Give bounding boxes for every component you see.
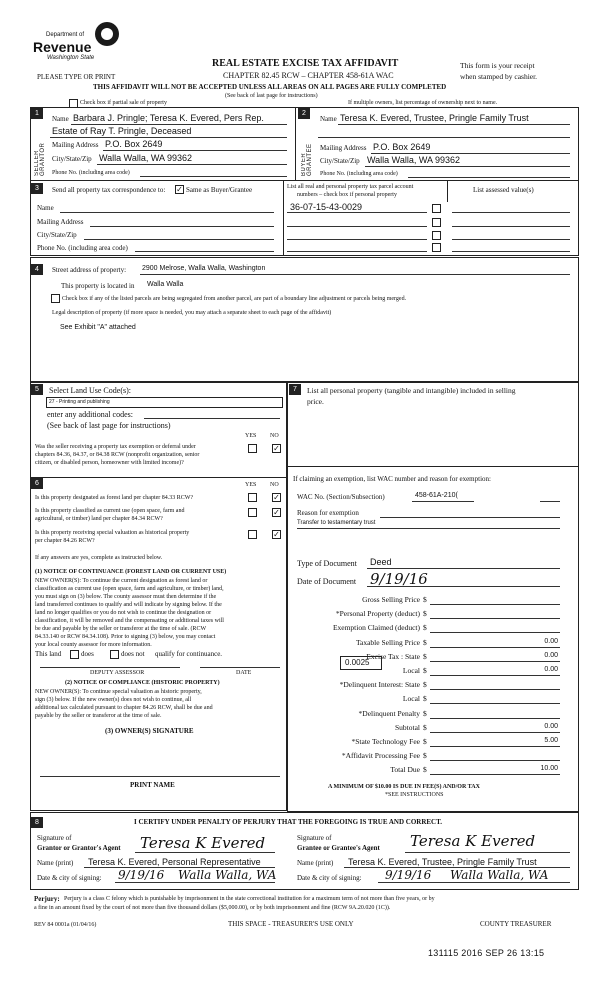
compliance-line: NEW OWNER(S): To continue special valuation as historic property, — [35, 689, 202, 695]
calc-row-dollar: $ — [423, 623, 427, 633]
buyer-name: Teresa K. Evered, Trustee, Pringle Family Trust — [340, 113, 529, 123]
parcel-2-personal-checkbox[interactable] — [432, 218, 441, 227]
parcel-3-personal-checkbox[interactable] — [432, 231, 441, 240]
calc-row-dollar: $ — [423, 666, 427, 675]
section-2-marker: 2 — [298, 108, 310, 119]
street-label: Street address of property: — [52, 266, 127, 274]
calc-row-value[interactable]: 0.00 — [544, 666, 558, 673]
calc-row-dollar: $ — [423, 680, 427, 690]
same-as-buyer-label: Same as Buyer/Grantee — [186, 186, 253, 194]
assessed-header: List assessed value(s) — [473, 186, 534, 194]
buyer-name-label: Name — [320, 115, 337, 123]
exemption-q1-2: chapters 84.36, 84.37, or 84.38 RCW (nonprofit organization, senior — [35, 452, 200, 458]
qualify-label: qualify for continuance. — [155, 650, 223, 658]
dor-logo — [33, 22, 133, 68]
continuance-line: land transferred continues to qualify and will indicate by signing below. If the — [35, 602, 222, 608]
calc-row-value[interactable]: 5.00 — [544, 737, 558, 744]
historic-q-1: Is this property receiving special valuation as historical property — [35, 530, 190, 536]
seller-city: Walla Walla, WA 99362 — [99, 153, 193, 163]
section-4-box — [30, 257, 579, 382]
continuance-line: classification as current use (open space, farm and agriculture, or timber) land, — [35, 586, 224, 592]
warning-text: THIS AFFIDAVIT WILL NOT BE ACCEPTED UNLESS ALL AREAS ON ALL PAGES ARE FULLY COMPLETED — [93, 83, 447, 91]
calc-row-dollar: $ — [423, 708, 427, 718]
continuance-line: 84.33.140 or RCW 84.34.108). Prior to signing (3) below, you may contact — [35, 634, 216, 640]
segregated-label: Check box if any of the listed parcels are being segregated from another parcel, are part of a boundary line adjustment or parcels being merged. — [62, 296, 407, 302]
calc-row-dollar: $ — [423, 595, 427, 604]
section-1-marker: 1 — [31, 108, 43, 119]
buyer-side-label: BUYER GRANTEE — [301, 143, 313, 176]
calc-row-value[interactable]: 0.00 — [544, 722, 558, 730]
current-use-yes-checkbox[interactable] — [248, 508, 257, 517]
doc-type: Deed — [370, 557, 392, 567]
calc-row-dollar: $ — [423, 609, 427, 619]
s3-phone-label: Phone No. (including area code) — [37, 244, 128, 252]
agency-line3: Washington State — [47, 55, 95, 61]
land-label: This land — [35, 650, 62, 658]
section-5-marker: 5 — [31, 384, 43, 395]
grantor-name-label: Name (print) — [37, 859, 74, 867]
same-as-buyer-checkbox[interactable]: ✓ — [176, 185, 183, 194]
personal-property-label-2: price. — [307, 397, 324, 406]
land-use-code-field[interactable] — [46, 397, 283, 408]
calc-row-dollar: $ — [423, 694, 427, 704]
send-correspondence-label: Send all property tax correspondence to: — [52, 186, 166, 194]
grantee-sig-label-1: Signature of — [297, 834, 332, 842]
section-4-marker: 4 — [31, 264, 43, 275]
continuance-line: be due and payable by the seller or transferor at the time of sale. (RCW — [35, 626, 207, 632]
grantor-signature: Teresa K Evered — [140, 834, 266, 852]
grantee-print-name: Teresa K. Evered, Trustee, Pringle Family Trust — [348, 857, 537, 867]
legal-description: See Exhibit "A" attached — [60, 324, 136, 331]
form-number: REV 84 0001a (01/04/16) — [34, 922, 97, 928]
s6-no: NO — [270, 482, 279, 488]
receipt-note-2: when stamped by cashier. — [460, 72, 538, 81]
s5-see-back: (See back of last page for instructions) — [47, 421, 171, 430]
personal-property-label-1: List all personal property (tangible and intangible) included in selling — [307, 386, 516, 395]
calc-row-line — [430, 604, 560, 605]
calc-row-line — [430, 760, 560, 761]
parcel-4-personal-checkbox[interactable] — [432, 243, 441, 252]
receipt-note-1: This form is your receipt — [460, 61, 535, 70]
see-back-header: (See back of last page for instructions) — [225, 93, 318, 99]
calc-row-dollar: $ — [423, 751, 427, 761]
section-7-box — [287, 382, 579, 812]
grantor-date: 9/19/16 — [118, 868, 165, 882]
reason-label: Reason for exemption — [297, 509, 359, 517]
segregated-checkbox[interactable] — [51, 294, 60, 303]
perjury-label: Perjury: — [34, 895, 60, 903]
parcel-header-2: numbers – check box if personal property — [297, 192, 397, 198]
calc-row-value[interactable]: 10.00 — [540, 765, 558, 773]
print-name-label: PRINT NAME — [130, 781, 175, 789]
exemption-q1-3: citizen, or disabled person, homeowner with limited income)? — [35, 460, 184, 466]
s5-q1-yes-checkbox[interactable] — [248, 444, 257, 453]
calc-row-line — [430, 618, 560, 619]
grantor-city: Walla Walla, WA — [178, 868, 277, 882]
land-does-checkbox[interactable] — [70, 650, 79, 659]
parcel-header-1: List all real and personal property tax parcel account — [287, 184, 414, 190]
perjury-text-2: a fine in an amount fixed by the court of not more than five thousand dollars ($5,000.00), or by both imprisonment and fine (RCW 9A.20.020 (1C)). — [34, 905, 391, 911]
grantor-agent-label: Grantor or Grantor's Agent — [37, 844, 121, 852]
grantee-signature: Teresa K Evered — [410, 832, 536, 850]
parcel-1-personal-checkbox[interactable] — [432, 204, 441, 213]
historic-no-checkbox[interactable]: ✓ — [273, 530, 280, 539]
current-use-q-2: agricultural, or timber) land per chapter 84.34 RCW? — [35, 516, 163, 522]
calc-row-line — [430, 774, 560, 775]
calc-row-line — [430, 661, 560, 662]
located-label: This property is located in — [61, 282, 135, 290]
land-does-not-checkbox[interactable] — [110, 650, 119, 659]
calc-row-label: Gross Selling Price — [362, 595, 420, 604]
grantee-date-label: Date & city of signing: — [297, 874, 362, 882]
land-does-not-label: does not — [121, 650, 145, 658]
treasurer-use: THIS SPACE - TREASURER'S USE ONLY — [228, 920, 354, 928]
calc-row-label: *Delinquent Interest: State — [339, 680, 420, 690]
forest-no-checkbox[interactable]: ✓ — [273, 493, 280, 502]
multiple-owners-note: If multiple owners, list percentage of ownership next to name. — [348, 100, 498, 106]
s6-yes: YES — [245, 482, 257, 488]
legal-label: Legal description of property (if more space is needed, you may attach a separate sheet to each page of the affidavit) — [52, 310, 332, 316]
form-title: REAL ESTATE EXCISE TAX AFFIDAVIT — [212, 58, 399, 69]
calc-row-label: *State Technology Fee — [351, 737, 420, 746]
additional-codes-label: enter any additional codes: — [47, 410, 133, 419]
s5-q1-no-checkbox[interactable]: ✓ — [273, 444, 280, 453]
land-use-label: Select Land Use Code(s): — [49, 386, 131, 395]
seller-name-1: Barbara J. Pringle; Teresa K. Evered, Pers Rep. — [73, 113, 264, 123]
forest-q: Is this property designated as forest land per chapter 84.33 RCW? — [35, 495, 194, 501]
agency-line1: Department of — [46, 32, 85, 38]
calc-row-dollar: $ — [423, 765, 427, 775]
buyer-city-label: City/State/Zip — [320, 157, 360, 165]
current-use-q-1: Is this property classified as current use (open space, farm and — [35, 508, 185, 514]
s3-city-label: City/State/Zip — [37, 231, 77, 239]
section-3-marker: 3 — [31, 183, 43, 194]
doc-date-label: Date of Document — [297, 577, 357, 586]
calc-row-label: Subtotal — [394, 722, 420, 732]
street-address: 2900 Melrose, Walla Walla, Washington — [142, 265, 266, 272]
continuance-title: (1) NOTICE OF CONTINUANCE (FOREST LAND OR CURRENT USE) — [35, 569, 227, 575]
seller-city-label: City/State/Zip — [52, 155, 92, 163]
calc-row-label: Local — [402, 694, 420, 704]
agency-line2: Revenue — [33, 39, 92, 55]
continuance-line: NEW OWNER(S): To continue the current designation as forest land or — [35, 578, 208, 584]
doc-date: 9/19/16 — [370, 570, 428, 588]
grantee-city: Walla Walla, WA — [450, 868, 549, 882]
buyer-phone-label: Phone No. (including area code) — [320, 171, 398, 177]
seller-mailing: P.O. Box 2649 — [105, 139, 163, 149]
wac-number: 458-61A-210( — [415, 492, 458, 499]
forest-yes-checkbox[interactable] — [248, 493, 257, 502]
calc-row-line — [430, 732, 560, 733]
calc-row-line — [430, 689, 560, 690]
s5-yes: YES — [245, 433, 257, 439]
owner-signature-label: (3) OWNER(S) SIGNATURE — [105, 727, 194, 735]
partial-sale-label: Check box if partial sale of property — [80, 100, 167, 106]
historic-q-2: per chapter 84.26 RCW? — [35, 538, 95, 544]
doc-type-label: Type of Document — [297, 559, 357, 568]
certify-text: I CERTIFY UNDER PENALTY OF PERJURY THAT THE FOREGOING IS TRUE AND CORRECT. — [134, 818, 443, 826]
local-rate-box[interactable] — [340, 656, 382, 670]
calc-row-value[interactable]: 0.00 — [544, 637, 558, 645]
seller-mailing-label: Mailing Address — [52, 141, 99, 149]
section-6-marker: 6 — [31, 478, 43, 489]
seller-name-label: Name — [52, 115, 69, 123]
calc-row-dollar: $ — [423, 722, 427, 732]
calc-row-label: Taxable Selling Price — [355, 637, 420, 647]
calc-row-dollar: $ — [423, 651, 427, 661]
continuance-line: land no longer qualifies or you do not wish to continue the designation or — [35, 610, 212, 616]
compliance-title: (2) NOTICE OF COMPLIANCE (HISTORIC PROPERTY) — [65, 680, 220, 686]
grantee-agent-label: Grantee or Grantee's Agent — [297, 844, 380, 852]
perjury-text-1: Perjury is a class C felony which is punishable by imprisonment in the state correctional institution for a maximum term of not more than five years, or by — [64, 896, 435, 902]
calc-row-dollar: $ — [423, 737, 427, 746]
reason-text: Transfer to testamentary trust — [297, 520, 376, 526]
exemption-label: If claiming an exemption, list WAC number and reason for exemption: — [293, 475, 491, 483]
if-yes-note: If any answers are yes, complete as instructed below. — [35, 555, 163, 561]
grantor-sig-label-1: Signature of — [37, 834, 72, 842]
local-rate: 0.0025 — [345, 658, 370, 667]
s3-name-label: Name — [37, 204, 54, 212]
calc-row-label: Local — [402, 666, 420, 675]
compliance-line: payable by the seller or transferor at the time of sale. — [35, 713, 162, 719]
calc-row-line — [430, 675, 560, 676]
wac-label: WAC No. (Section/Subsection) — [297, 493, 385, 501]
calc-row-line — [430, 703, 560, 704]
buyer-mailing: P.O. Box 2649 — [373, 142, 431, 152]
grantee-date: 9/19/16 — [385, 868, 432, 882]
historic-yes-checkbox[interactable] — [248, 530, 257, 539]
calc-row-value[interactable]: 0.00 — [544, 651, 558, 659]
calc-row-line — [430, 718, 560, 719]
calc-row-dollar: $ — [423, 637, 427, 647]
receipt-stamp: 131115 2016 SEP 26 13:15 — [428, 948, 545, 958]
current-use-no-checkbox[interactable]: ✓ — [273, 508, 280, 517]
form-chapter: CHAPTER 82.45 RCW – CHAPTER 458-61A WAC — [223, 71, 394, 80]
calc-row-label: Excise Tax : State — [366, 651, 420, 661]
calc-row-line — [430, 746, 560, 747]
compliance-line: additional tax calculated pursuant to chapter 84.26 RCW, shall be due and — [35, 705, 213, 711]
calc-row-label: Exemption Claimed (deduct) — [332, 623, 420, 633]
calc-row-label: *Personal Property (deduct) — [335, 609, 420, 619]
seller-name-2: Estate of Ray T. Pringle, Deceased — [52, 126, 192, 136]
section-7-marker: 7 — [289, 384, 301, 395]
calc-row-line — [430, 647, 560, 648]
see-instructions: *SEE INSTRUCTIONS — [385, 792, 444, 798]
grantor-print-name: Teresa K. Evered, Personal Representative — [88, 857, 261, 867]
calc-row-label: *Delinquent Penalty — [358, 708, 420, 718]
buyer-city: Walla Walla, WA 99362 — [367, 155, 461, 165]
deputy-date-label: DATE — [236, 670, 252, 676]
continuance-line: you must sign on (3) below. The county assessor must then determine if the — [35, 594, 217, 600]
seller-side-label: SELLER GRANTOR — [34, 142, 46, 176]
grantee-name-label: Name (print) — [297, 859, 334, 867]
calc-row-label: *Affidavit Processing Fee — [341, 751, 420, 761]
county-treasurer: COUNTY TREASURER — [480, 920, 552, 928]
calc-row-line — [430, 632, 560, 633]
compliance-line: sign (3) below. If the new owner(s) does not wish to continue, all — [35, 697, 192, 703]
continuance-line: your local county assessor for more information. — [35, 642, 152, 648]
seller-phone-label: Phone No. (including area code) — [52, 170, 130, 176]
land-use-code: 27 - Printing and publishing — [49, 399, 110, 405]
land-does-label: does — [81, 650, 94, 658]
continuance-line: classification, it will be removed and the compensating or additional taxes will — [35, 618, 224, 624]
deputy-assessor-label: DEPUTY ASSESSOR — [90, 670, 145, 676]
minimum-fee-note: A MINIMUM OF $10.00 IS DUE IN FEE(S) AND/OR TAX — [328, 784, 480, 790]
calc-row-label: Total Due — [390, 765, 420, 775]
exemption-q1-1: Was the seller receiving a property tax exemption or deferral under — [35, 444, 196, 450]
type-print: PLEASE TYPE OR PRINT — [37, 73, 116, 81]
located-city: Walla Walla — [147, 281, 184, 288]
s3-mailing-label: Mailing Address — [37, 218, 84, 226]
s5-no: NO — [270, 433, 279, 439]
section-8-marker: 8 — [31, 817, 43, 828]
buyer-mailing-label: Mailing Address — [320, 144, 367, 152]
grantor-date-label: Date & city of signing: — [37, 874, 102, 882]
parcel-number: 36-07-15-43-0029 — [290, 202, 363, 212]
